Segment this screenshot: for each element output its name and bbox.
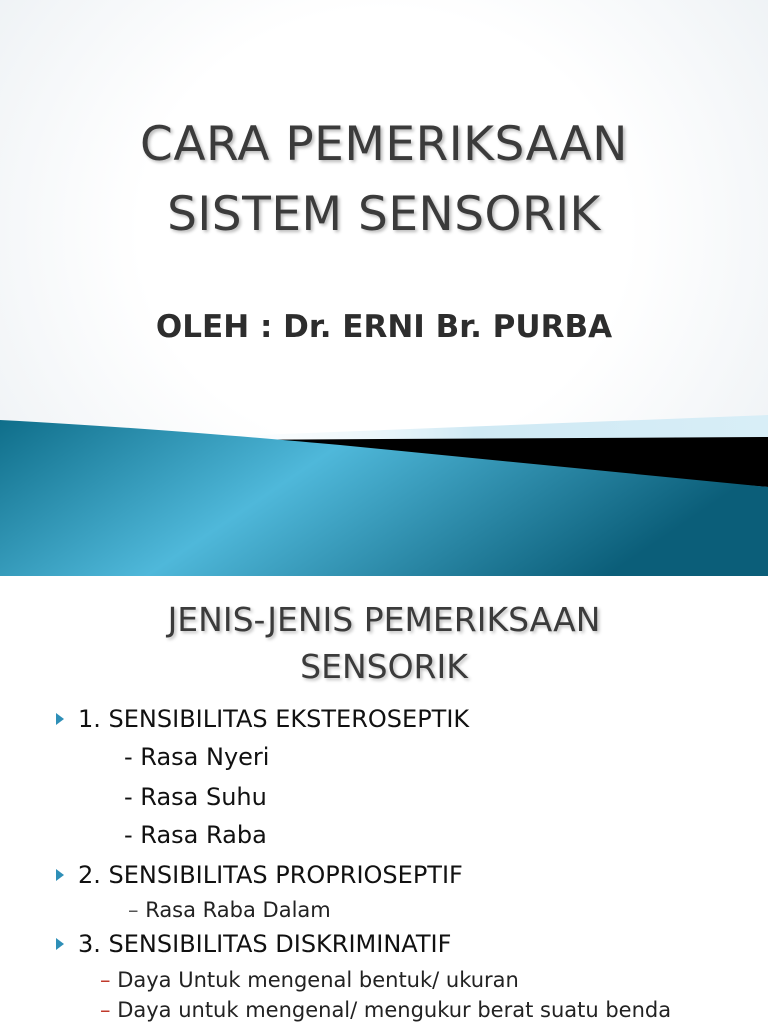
list-item-1: 1. SENSIBILITAS EKSTEROSEPTIK: [78, 705, 470, 733]
heading-line-2: SENSORIK: [300, 647, 468, 686]
sub-item-3-1: – Daya Untuk mengenal bentuk/ ukuran: [100, 968, 519, 992]
sub-item-1-1: - Rasa Nyeri: [124, 743, 270, 771]
list-item-2: 2. SENSIBILITAS PROPRIOSEPTIF: [78, 861, 463, 889]
sub-item-1-3: - Rasa Raba: [124, 821, 267, 849]
bullet-arrow-icon: [56, 869, 64, 881]
sub-item-3-1-text: Daya Untuk mengenal bentuk/ ukuran: [117, 968, 519, 992]
bullet-arrow-icon: [56, 938, 64, 950]
sub-item-2-1-text: Rasa Raba Dalam: [145, 898, 331, 922]
heading-line-1: JENIS-JENIS PEMERIKSAAN: [167, 600, 601, 639]
slide-title: [40, 110, 728, 250]
author-subtitle: OLEH : Dr. ERNI Br. PURBA: [155, 309, 613, 345]
sub-item-2-1: – Rasa Raba Dalam: [128, 898, 331, 922]
bullet-arrow-icon: [56, 713, 64, 725]
sub-item-3-2: – Daya untuk mengenal/ mengukur berat suatu benda: [100, 998, 672, 1022]
sub-item-1-2: - Rasa Suhu: [124, 783, 267, 811]
sub-item-3-2-text: Daya untuk mengenal/ mengukur berat suatu benda: [117, 998, 672, 1022]
title-line-1: CARA PEMERIKSAAN: [140, 117, 628, 172]
title-line-2: SISTEM SENSORIK: [167, 187, 601, 242]
content-slide: [0, 576, 768, 1024]
list-item-3: 3. SENSIBILITAS DISKRIMINATIF: [78, 930, 452, 958]
slide-heading: [20, 596, 748, 690]
